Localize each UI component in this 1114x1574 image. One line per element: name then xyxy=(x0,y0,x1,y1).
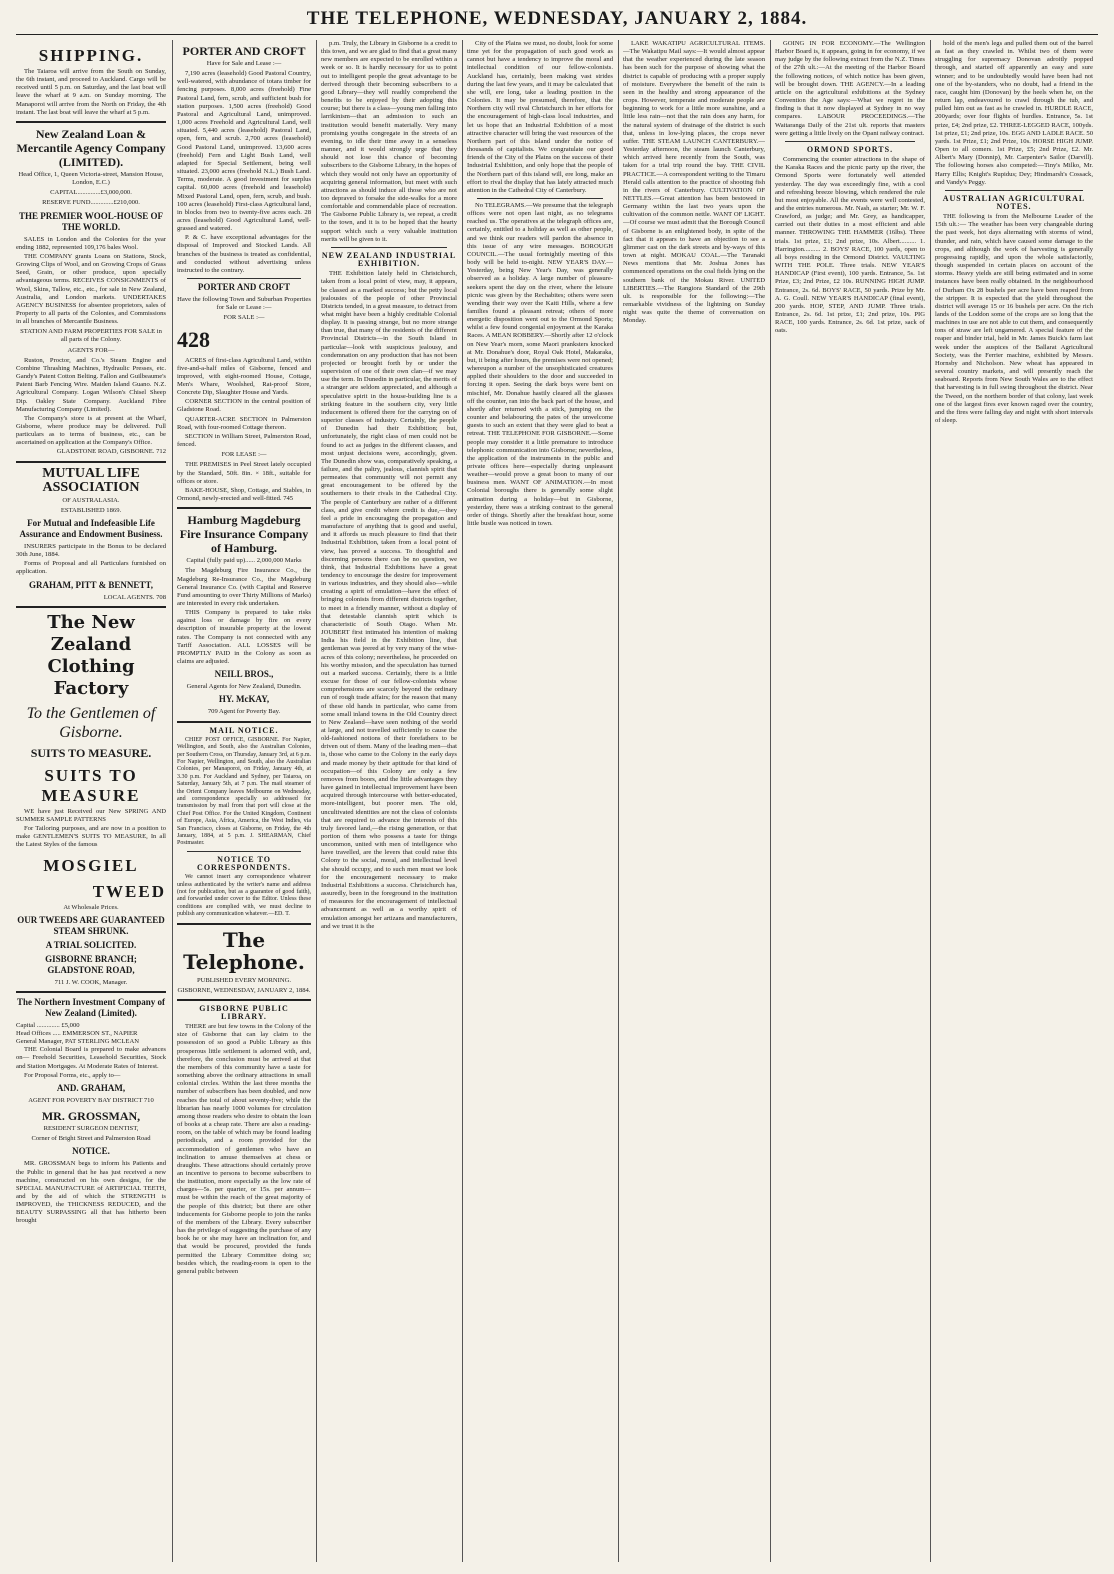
graham-pitt: GRAHAM, PITT & BENNETT, xyxy=(29,579,153,590)
agricultural-text: THE following is from the Melbourne Leader of the 15th ult.:— The weather has been very changeable during the past week, hot days alternating with storms of wind, thunder, and rain, which have caused some damage to the crops, and although the work of harvesting is generally progressing rapidly, and upon the whole satisfactorily, though suspended in certain places on account of the storms. Heavy yields are still being estimated and in some instances have been really obtained. In the neighbourhood of Durham Ox 28 bushels per acre have been reaped from the stripper. It is expected that the yield throughout the district will average 15 or 16 bushels per acre. On the rich lands of the Loddon some of the crops are so long that the machines in use are not able to cut them, and consequently tons of straw are left ungarnered. A special feature of the reaper and binder trial, held in Mr. James Buick's farm last week under the auspices of the Ballarat Agricultural Society, was the Ferrier machine, exhibited by Messrs. Hornsby and Nicholson. New wheat has appeared in several country markets, and will presently reach the seaboard. Reports from New South Wales are to the effect that harvesting is in full swing throughout the district. Near the Tweed, on the northern border of that colony, last week one of the largest fires ever known raged over the country, and the fires were falling day and night with short intervals of sleep. xyxy=(935,213,1093,425)
nzloan-reserve: RESERVE FUND..............£210,000. xyxy=(42,199,140,207)
divider xyxy=(187,851,301,852)
divider xyxy=(945,190,1083,191)
acres-number: 428 xyxy=(177,326,210,352)
william-section: SECTION in William Street, Palmerston Road, fenced. xyxy=(177,432,311,449)
grossman-heading: MR. GROSSMAN, xyxy=(41,1109,141,1124)
woolhouse-text: SALES in London and the Colonies for the year ending 1882, represented 109,176 bales Wool. xyxy=(16,235,166,251)
telephone-title: The Telephone. xyxy=(183,927,305,974)
published-line: PUBLISHED EVERY MORNING. xyxy=(196,976,292,984)
agents-heading: AGENTS FOR— xyxy=(67,346,115,354)
column-5 xyxy=(623,40,765,1562)
manager-line: General Manager, PAT STERLING MCLEAN xyxy=(16,1038,139,1046)
tailoring-text: For Tailoring purposes, and are now in a position to make GENTLEMEN'S SUITS TO MEASURE, In all the Latest Styles of the famous xyxy=(16,825,166,849)
correspondents-heading: NOTICE TO CORRESPONDENTS. xyxy=(197,854,291,872)
corner-line: Corner of Bright Street and Palmerston Road xyxy=(31,1135,151,1143)
nzloan-capital: CAPITAL..............£3,000,000. xyxy=(50,189,132,197)
divider xyxy=(477,198,603,199)
station-text: STATION AND FARM PROPERTIES FOR SALE in all parts of the Colony. xyxy=(20,328,162,344)
branch-text: GISBORNE BRANCH; GLADSTONE ROAD, xyxy=(45,953,137,975)
company-text: THE COMPANY grants Loans on Stations, Stock, Growing Clips of Wool, and on Growing Crops of Grass Seed, Grain, or other produce, upon specially advantageous terms. RECEIVES CONSIGNMENTS of Wool, Skins, Tallow, etc., etc., for sale in New Zealand, Australia, and London markets. UNDERTAKES AGENCY BUSINESS for absentee proprietors, sales of Property to all parts of the Colonies, and Commissions in all branches of Mercantile Business. xyxy=(16,252,166,326)
northern-heading: The Northern Investment Company of New Zealand (Limited). xyxy=(17,996,165,1018)
trial-text: A TRIAL SOLICITED. xyxy=(45,939,137,950)
neill-bros: NEILL BROS., xyxy=(214,669,274,680)
insurers-text: INSURERS participate in the Bonus to be declared 30th June, 1884. xyxy=(16,542,166,559)
mail-heading: MAIL NOTICE. xyxy=(209,725,279,735)
guaranteed-text: OUR TWEEDS ARE GUARANTEED STEAM SHRUNK. xyxy=(17,914,165,936)
colonial-board-text: THE Colonial Board is prepared to make advances on— Freehold Securities, Leasehold Securities, Stock and Station Mortgages. At Moderate Rates of Interest. xyxy=(16,1046,166,1070)
column-7 xyxy=(935,40,1093,1562)
premises-text: THE PREMISES in Peel Street lately occupied by the Standard, 50ft. 8in. × 18ft., suitable for offices or store. xyxy=(177,461,311,485)
masthead-rule xyxy=(16,34,1098,35)
divider xyxy=(16,121,166,123)
acres-text: ACRES of first-class Agricultural Land, within five-and-a-half miles of Gisborne, fenced and improved, with eight-roomed House, Cottage, Men's Whare, Woolshed, Rat-proof Store, Concrete Dip, Slaughter House and Yards. xyxy=(177,356,311,397)
neill-sub: General Agents for New Zealand, Dunedin. xyxy=(186,683,302,691)
for-lease: FOR LEASE :— xyxy=(221,451,267,459)
mosgiel-heading: MOSGIEL xyxy=(43,855,139,875)
divider xyxy=(16,606,166,608)
porter2-sub: Have the following Town and Suburban Properties for Sale or Lease :— xyxy=(177,296,311,312)
news-items: No TELEGRAMS.—We presume that the telegraph offices were not open last night, as no telegrams reached us. The operatives at the telegraph offices are, certainly, entitled to a holiday as well as other people, and we think our readers will pardon the absence in this issue of any wire messages. BOROUGH COUNCIL.—The usual fortnightly meeting of this body will be held to-night. NEW YEAR'S DAY.—Yesterday, being New Year's Day, was generally observed as a holiday. A large number of pleasure-seekers spent the day on the river, where the leisure picnic was given by the Rechabites; others were seen wending their way over the Kaiti Hills, where a few families found a pleasant retreat; others of more energetic disposition went out to the Ormond Sports; whilst a few found congenial enjoyment at the Karaka Races. A MEAN ROBBERY.—Shortly after 12 o'clock on New Year's morn, some Maori pranksters knocked at Mr. Donahue's door, Royal Oak Hotel, Makaraka, but, it being after hours, the premises were not opened; whereupon a number of the unsophisticated creatures applied their shoulders to the door and succeeded in forcing it open. Seeing the dark boys were bent on mischief, Mr. Donahue hastily cleared all the glasses off the counter, ran into the back part of the house, and shortly after returned with a stick, jumping on the counter and belabouring the pates of the unwelcome guests to such an extent that they were glad to beat a retreat. THE TELEPHONE FOR GISBORNE.—Some people may consider it a little premature to introduce telephonic communication into Gisborne; nevertheless, the application of the instruments in the public and private offices here—especially during unpleasant weather—would prove a great boon to many of our business men. WANT OF ANIMATION.—In most Colonial boroughs there is generally some slight animation during a holiday—but in Gisborne, yesterday, there was a striking contrast to the general order of things. Shortly after the breakfast hour, some little bustle was noticed in town. xyxy=(467,201,613,528)
mutual-tagline: For Mutual and Indefeasible Life Assurance and Endowment Business. xyxy=(19,517,163,539)
store-text: The Company's store is at present at the Wharf, Gisborne, where produce may be delivered. Full particulars as to terms of business, etc., can be ascertained on application at the Company's Office. xyxy=(16,414,166,447)
hamburg-text: The Magdeburg Fire Insurance Co., the Magdeburg Re-Insurance Co., the Magdeburg General Insurance Co. (with Capital and Reserve Fund amounting to over Thirty Millions of Marks) are interested in every risk undertaken. xyxy=(177,567,311,607)
porter-sub: Have for Sale and Lease :— xyxy=(206,60,282,67)
quarter-section: QUARTER-ACRE SECTION in Palmerston Road, with four-roomed Cottage thereon. xyxy=(177,415,311,431)
divider xyxy=(177,721,311,723)
dentist-line: RESIDENT SURGEON DENTIST, xyxy=(43,1125,139,1133)
woolhouse-heading: THE PREMIER WOOL-HOUSE OF THE WORLD. xyxy=(18,210,164,232)
column-rule xyxy=(930,40,931,1562)
divider xyxy=(187,278,301,279)
column-6 xyxy=(775,40,925,1562)
local-agents: LOCAL AGENTS. 708 xyxy=(103,593,166,601)
shipping-heading: SHIPPING. xyxy=(38,46,144,65)
proposal-text: For Proposal Forms, etc., apply to— xyxy=(24,1071,121,1079)
column-2 xyxy=(177,40,311,1562)
sports-results: hold of the men's legs and pulled them out of the barrel as fast as they crawled in. Whilst two of them were struggling for supremacy Donovan adroitly popped through, and started off apparently an easy and sure winner; and to be undoubtedly would have been had not one of the by-standers, who no doubt, had a friend in the race, caught him (Donovan) by the heels when he, on the return lap, endeavoured to crawl through the tub, and pulled him out as fast as he crawled in. HURDLE RACE, 200yards; over four flights of hurdles. Entrance, 5s. 1st prize, £4; 2nd prize, £2. THREE-LEGGED RACE, 100yds. 1st prize, £1; 2nd prize, 10s. EGG AND LADLE RACE. 50 yards. 1st Prize, £1; 2nd Prize, 10s. HORSE HIGH JUMP. Open to all comers. 1st Prize, £5; 2nd Prize, £2. Mr. Albert's Mary (Donnip), Mr. Carpenter's Sailor (Darvill). The following horses also competed:—Tiny's Milko, Mr. Harry Ellis; Knight's Rupidus; Dey; Hindmarsh's Cossack, and Vandy's Peggy. xyxy=(935,40,1093,186)
suits-heading-2: SUITS TO MEASURE xyxy=(41,765,141,805)
mutual-heading: MUTUAL LIFE ASSOCIATION xyxy=(42,465,140,495)
library-text: THERE are but few towns in the Colony of the size of Gisborne that can lay claim to the possession of so good a Public Library as this prosperous little settlement is adorned with, and, therefore, the conclusion must be arrived at that the members of this community have a taste for something above the ordinary attractions in small colonial circles. Within the last three months the number of subscribers has been doubled, and now reaches the total of about seventy-five; while the librarian has nearly 1000 volumes for circulation among those readers who desire to obtain the loan of books at a cheap rate. There are also a reading-room, on the table of which may be found leading periodicals, and a room provided for the accommodation of gentlemen who have an inclination to amuse themselves at chess or draughts. These attractions should certainly prove an incentive to persons to become subscribers to the institution, more especially as the low rate of charges—5s. per quarter, or 15s. per annum—must be within the reach of the great majority of the people of this district; but there are other inducements for Gisborne people to join the ranks of the members of the Library. Every subscriber has the privilege of suggesting the purchase of any book he or she may have an inclination for, and that would be procured, provided the funds permitted the Library Committee doing so; besides which, the reading-room is open to the general public between xyxy=(177,1023,311,1275)
column-rule xyxy=(770,40,771,1562)
andgraham: AND. GRAHAM, xyxy=(56,1082,126,1093)
agent-poverty-bay: AGENT FOR POVERTY BAY DISTRICT 710 xyxy=(28,1096,154,1104)
this-company-text: THIS Company is prepared to take risks against loss or damage by fire on every description of insurable property at the lowest rates. The Company is not connected with any Tariff Association. ALL LOSSES will be PROMPTLY PAID in the Colony as soon as claims are adjusted. xyxy=(177,609,311,666)
agents-text: Ruston, Proctor, and Co.'s Steam Engine and Combine Thrashing Machines, Hydraulic Presses, etc. Gandy's Patent Cotton Belting. Fallon and Guilbeaume's Patent Barb Fencing Wire. Maiden Island Guano. N.Z. Agricultural Company. Logan Wilson's Chisel Sheep Dip. Oakley State Company. Auckland Fibre Manufacturing Company (Limited). xyxy=(16,356,166,413)
divider xyxy=(16,461,166,463)
tweed-heading: TWEED xyxy=(92,881,166,901)
column-4 xyxy=(467,40,613,1562)
hamburg-heading: Hamburg Magdeburg Fire Insurance Company of Hamburg. xyxy=(179,513,309,556)
forms-text: Forms of Proposal and all Particulars furnished on application. xyxy=(16,560,166,576)
mckay-sub: 709 Agent for Poverty Bay. xyxy=(207,708,281,716)
shipping-text: The Taiaroa will arrive from the South on Sunday, the 6th instant, and proceed to Auckland. Cargo will be received until 5 p.m. on Saturday, and the last boat will leave the wharf at 9 a.m. on Sunday morning. The Manaporoi will arrive from the North on Friday, the 4th instant. The last boat will leave the wharf at 5 p.m. xyxy=(16,68,166,116)
porter-note: P. & C. have exceptional advantages for the disposal of Improved and Stocked Lands. All branches of the business is treated as confidential, and conducted without advertising unless instructed to the contrary. xyxy=(177,234,311,274)
mutual-sub: OF AUSTRALASIA. xyxy=(62,496,120,504)
library-text-cont: p.m. Truly, the Library in Gisborne is a credit to this town, and we are glad to find that a great many new members are expected to be enrolled within a week or so. It is hardly necessary for us to point out to intelligent people the great advantage to be derived through their becoming subscribers to a good Library—they will readily comprehend the benefits to be enjoyed by their adopting this course; but there is a class—young men falling into larrikinism—that an admission to such an institution would benefit materially. Very many promising youths congregate in the streets of an evening, to idle their time away in a senseless manner, and it would strongly urge that they should not lose this chance of becoming subscribers to the Gisborne Library, in the hopes of which they would not only have an opportunity of acquiring general information, but meet with such attractions as should induce all those who are not too depraved to forsake the side-walks for a more comfortable and commendable place of recreation. The Gisborne Public Library is, we repeat, a credit to the town, and it is to be hoped that the hearty support which such a very valuable institution merits will be given to it. xyxy=(321,40,457,243)
library-heading: GISBORNE PUBLIC LIBRARY. xyxy=(199,1003,289,1021)
mail-text: CHIEF POST OFFICE, GISBORNE. For Napier, Wellington, and South, also the Australian Colonies, per Southern Cross, on Thursday, January 3rd, at 6 p.m. For Napier, Wellington, and South, also the Australian Colonies, per Manaporoi, on Friday, January 4th, at 3.30 p.m. For Auckland and Sydney, per Taiaroa, on Saturday, January 5th, at 7 p.m. The mail steamer of the Orient Company leaves Melbourne on Wednesday, and correspondence specially so addressed for transmission by mail from that port will close at the Chief Post Office. For the United Kingdom, Continent of Europe, Asia, Africa, America, the West Indies, via San Francisco, closes at Gisborne, on Friday, the 4th January, 1884, at 5 p.m. J. SHEARMAN, Chief Postmaster. xyxy=(177,736,311,847)
porter-list: 7,190 acres (leasehold) Good Pastoral Country, well-watered, with abundance of totara timber for fencing purposes. 8,000 acres (freehold) Fine Pastoral Land, fern, scrub, and sufficient bush for station purposes. 1,500 acres (freehold) Good Pastoral and Agricultural Land, unimproved. 1,000 acres Freehold and Agricultural Land, well situated. 5,440 acres (leasehold) Pastoral Land, open, fern, and scrub. 2,700 acres (leasehold) Good Pastoral Land, unimproved. 13,600 acres (freehold) Fern and Light Bush Land, well adapted for Special Settlement, being well situated. 23,000 acres (freehold N.L.) Bush Land. Terms, moderate. A good investment for surplus capital. 60,000 acres (freehold and leasehold) Mixed Pastoral Land, open, fern, scrub, and bush. 100 acres (leasehold) First-class Agricultural land, in blocks from two to twenty-five acres each. 28 acres (leasehold) Good Agricultural Land, well-grassed and watered. xyxy=(177,70,311,233)
divider xyxy=(177,923,311,925)
capital-line: Capital .............. £5,000 xyxy=(16,1021,80,1029)
head-offices-line: Head Offices ..... EMMERSON ST., NAPIER xyxy=(16,1029,138,1037)
column-rule xyxy=(618,40,619,1562)
porter-heading: PORTER AND CROFT xyxy=(182,44,306,58)
divider xyxy=(177,507,311,509)
received-text: WE have just Received our New SPRING AND SUMMER SAMPLE PATTERNS xyxy=(16,807,166,823)
divider xyxy=(16,991,166,993)
exhibition-heading: NEW ZEALAND INDUSTRIAL EXHIBITION. xyxy=(321,250,457,269)
gentlemen-heading: To the Gentlemen of Gisborne. xyxy=(26,704,156,741)
nzloan-heading: New Zealand Loan & Mercantile Agency Company (LIMITED). xyxy=(16,126,166,169)
correspondents-text: We cannot insert any correspondence whatever unless authenticated by the writer's name and address (not for publication, but as a guarantee of good faith), and forwarded under cover to the Editor. Unless these conditions are complied with, we must decline to publish any communication whatever.—ED. T. xyxy=(177,874,311,918)
hamburg-capital: Capital (fully paid up)...... 2,000,000 Marks xyxy=(186,557,302,565)
store-address: GLADSTONE ROAD, GISBORNE. 712 xyxy=(56,448,166,456)
news-items-3: GOING IN FOR ECONOMY.—The Wellington Harbor Board is, it appears, going in for economy, if we may judge by the following extract from the N.Z. Times of the 27th ult.:—At the meeting of the Harbor Board the following notices, of which notice has been given, will be brought down. THE AGENCY.—In a leading article on the agricultural exhibitions at the Sydney Convention the Age says:—What we regret in the finding is that it now displayed at Sydney in no way compares. LABOUR PROCEEDINGS.—The Waitaranga Daily of the 21st ult. reports that masters were getting a little lively on the Opani railway contract. xyxy=(775,40,925,137)
corner-section: CORNER SECTION in the central position of Gladstone Road. xyxy=(177,398,311,414)
column-1 xyxy=(16,40,166,1562)
divider xyxy=(331,247,447,248)
divider xyxy=(177,999,311,1001)
ormond-text: Commencing the counter attractions in the shape of the Karaka Races and the picnic party up the river, the Ormond Sports were fortunately well attended yesterday. The day was exceedingly fine, with a cool and refreshing breeze blowing, which rendered the rule but most enjoyable. All the events were well contested, and the entries numerous. Mr. Nash, as starter; Mr. W. F. Crawford, as judge; and Mr. Grey, as handicapper, carried out their duties in a most efficient and able manner. THROWING THE HAMMER (16lbs). Three trials. 1st prize, £1; 2nd prize, 10s. Albert.......... 1. Harrington.......... 2. BOYS' RACE, 100 yards, open to all boys residing in the Ormond District. VAULTING WITH THE POLE. Three trials. NEW YEAR'S HANDICAP (First event), 100 yards. Entrance, 5s. 1st Prize, £3; 2nd Prize, £2 10s. RUNNING HIGH JUMP. Entrance, 2s. 6d. BOYS' RACE, 50 yards. Prize by Mr. A. G. Coull. NEW YEAR'S HANDICAP (final event), 200 yards. HOP, STEP, AND JUMP. Three trials. Entrance, 2s. 6d. 1st prize, £1; 2nd prize, 10s. PIG RACE, 100 yards. Entrance, 2s. 6d. 1st prize, sack of oats. xyxy=(775,156,925,335)
wholesale-text: At Wholesale Prices. xyxy=(63,903,119,911)
mckay: HY. McKAY, xyxy=(218,694,270,705)
dateline: GISBORNE, WEDNESDAY, JANUARY 2, 1884. xyxy=(177,986,311,994)
nzloan-office: Head Office, 1, Queen Victoria-street, Mansion House, London, E.C.) xyxy=(18,170,164,187)
column-3 xyxy=(321,40,457,1562)
news-items-2: LAKE WAKATIPU AGRICULTURAL ITEMS.—The Wakatipu Mail says:—It would almost appear that the weather experienced during the late season has been such for the purpose of showing what the district is capable of producing with a proper supply of moisture. Everywhere the benefit of the rain is seen in the healthy and strong appearance of the crops. However, temperate and moderate people are beginning to work for a little more sunshine, and a little less rain—not that the rain does any harm, for the natural system of drainage of the district is such that, unless in low-lying places, the crops never suffer. THE STEAM LAUNCH CANTERBURY.—Yesterday afternoon, the steam launch Canterbury, which arrived here recently from the South, was taken for a trial trip round the bay. THE CIVIL PRACTICE.—A correspondent writing to the Timaru Herald calls attention to the practice of shooting fish in the rivers of Canterbury. CULTIVATION OF NETTLES.—Great attention has been bestowed in Germany within the last two years upon the cultivation of the common nettle. WANT OF LIGHT.—Of course we must admit that the Borough Council of Gisborne is an enlightened body, in spite of the fact that it appears to have an objection to see a glimmer cast on the dark streets and by-ways of this town at night. MOKAU COAL.—The Taranaki News mentions that Mr. Joshua Jones has commenced operations on the coal fields lying on the southern bank of the Mokau River. UNITED LIBERTIES.—The Rangiora Standard of the 29th ult. is responsible for the following:—The remarkable vividness of the lightning on Sunday night was quite the theme of conversation on Monday. xyxy=(623,40,765,325)
suits-heading-1: SUITS TO MEASURE. xyxy=(30,745,152,760)
column-rule xyxy=(316,40,317,1562)
column-rule xyxy=(172,40,173,1562)
porter2-heading: PORTER AND CROFT xyxy=(197,282,291,293)
exhibition-text-cont: City of the Plains we must, no doubt, look for some time yet for the propagation of such good work as cannot but have a tendency to improve the moral and intellectual condition of our fellow-colonists. Auckland has, certainly, been making vast strides during the last few years, and it may be calculated that she will, ere long, take a leading position in the Colonies. It may be presumed, therefore, that the Northern city will rival Christchurch in her efforts for the encouragement of high-class local industries, and let us hope that an Industrial Exhibition of a most attractive character will bring the vast resources of the Northern part of this island under the notice of thousands of capitalists. We congratulate our good friends of the City of the Plains on the success of their Industrial Exhibition, and only hope that the people of the Northern part of this island will, ere long, make an effort to rival the display that has lately attracted much attention in the Cathedral City of Canterbury. xyxy=(467,40,613,194)
notice-heading: NOTICE. xyxy=(72,1146,110,1157)
bakehouse-text: BAKE-HOUSE, Shop, Cottage, and Stables, in Ormond, newly-erected and well-fitted. 745 xyxy=(177,486,311,503)
divider xyxy=(785,141,915,142)
for-sale: FOR SALE :— xyxy=(223,314,265,322)
exhibition-text: THE Exhibition lately held in Christchurch, taken from a local point of view, may, it appears, be classed as a marked success; but the petty local jealousies of the people of other Provincial Districts tended, in a great measure, to detract from what might have been a highly creditable Colonial display. It is passing strange, but no more strange than true, that many of the residents of the different Provincial Districts—in the South Island in particular—look with suspicious jealousy, and condemnation on any production that has not been projected or brought forth by or under the supervision of one of their own clan—if we may use the term. In Dunedin in particular, the merits of a stranger are seldom appreciated, and although a speculative spirit in the house-building line is a striking feature in the southern city, very little inducement is offered there for the carrying on of superior classes of industry. Certainly, the people of Dunedin had their Exhibition; but, unfortunately, the right class of men could not be found to act as judges in the different classes, and most unjust decisions were, accordingly, given. The Dunedin show was, comparatively speaking, a failure, and the paltry, jealous, clannish spirit that permeates that community will not permit any great encouragement to be offered by the southerners to their rivals in the Cathedral City. The people of Canterbury are rather of a different class, and give credit where credit is due,—they feel a pride in encouraging the propagation and manufacture of anything that is good and useful, and it affords us much pleasure to find that their Industrial Exhibition, taken from a local point of view, has proved a success. To thoughtful and discerning persons there can be no question, we think, that Industrial Exhibitions have a great tendency to encourage the desire for improvement in various industries, and they should also—while creating a spirit of emulation—have the effect of bringing colonists from different districts together, to meet in a friendly manner, without a display of that detestable clannish spirit which is characteristic of South Otago. When Mr. JOUBERT first intimated his intention of making India his field in the Exhibition line, that gentleman was jeered at by very many of the wise-acres of this colony; nevertheless, he proceeded on his worthy mission, and the speculation has turned out a marked success. Certainly, there is a little excuse for those of our fellow-colonists whose comprehensions are scarcely beyond the ordinary run of rough trade affairs; for the reason that many of these old hands in particular, who came from some small inland towns in the Old Country direct to New Zealand—have seen nothing of the world at large, and not travelled sufficiently to cause the old-fashioned notions of their forefathers to be driven out of them. Many of the leading men—that is, those who came to the Colony in the early days and made money by their aptitude for that kind of occupation—of this Colony are only a few removes from boors, and the little advantages they have gained in intellectual improvement have been acquired through intercourse with better-educated, more-intelligent, but poorer men. The old, uncultivated identities are not the class of colonists that are required to advance the interests of this truly favored land,—the rising generation, or that portion of them who possess a taste for things uncommon, united with men of intelligence who have travelled, are the levers that could raise this Colony to the social, moral, and intellectual level she should occupy, and to such men must we look for the encouragement necessary to make Industrial Exhibitions a success. Christchurch has, assuredly, been in the foreground in the institution of measures for the encouragement of intellectual advancement as well as a worthy spirit of emulation amongst her artizans and manufacturers, and we trust it is the xyxy=(321,270,457,930)
agricultural-heading: AUSTRALIAN AGRICULTURAL NOTES. xyxy=(942,193,1086,211)
cook-manager: 711 J. W. COOK, Manager. xyxy=(54,978,128,986)
clothing-heading: The New Zealand Clothing Factory xyxy=(47,611,135,699)
notice-text: MR. GROSSMAN begs to inform his Patients and the Public in general that he has just received a new machine, constructed on his own designs, for the SPECIAL MANUFACTURE of ARTIFICIAL TEETH, and by the aid of which the STRENGTH is IMPROVED, the THICKNESS REDUCED, and the BEAUTY SURPASSING all that has hitherto been brought xyxy=(16,1160,166,1225)
ormond-heading: ORMOND SPORTS. xyxy=(806,144,894,154)
established: ESTABLISHED 1869. xyxy=(60,506,122,514)
masthead: THE TELEPHONE, WEDNESDAY, JANUARY 2, 1884. xyxy=(306,8,808,29)
column-rule xyxy=(462,40,463,1562)
